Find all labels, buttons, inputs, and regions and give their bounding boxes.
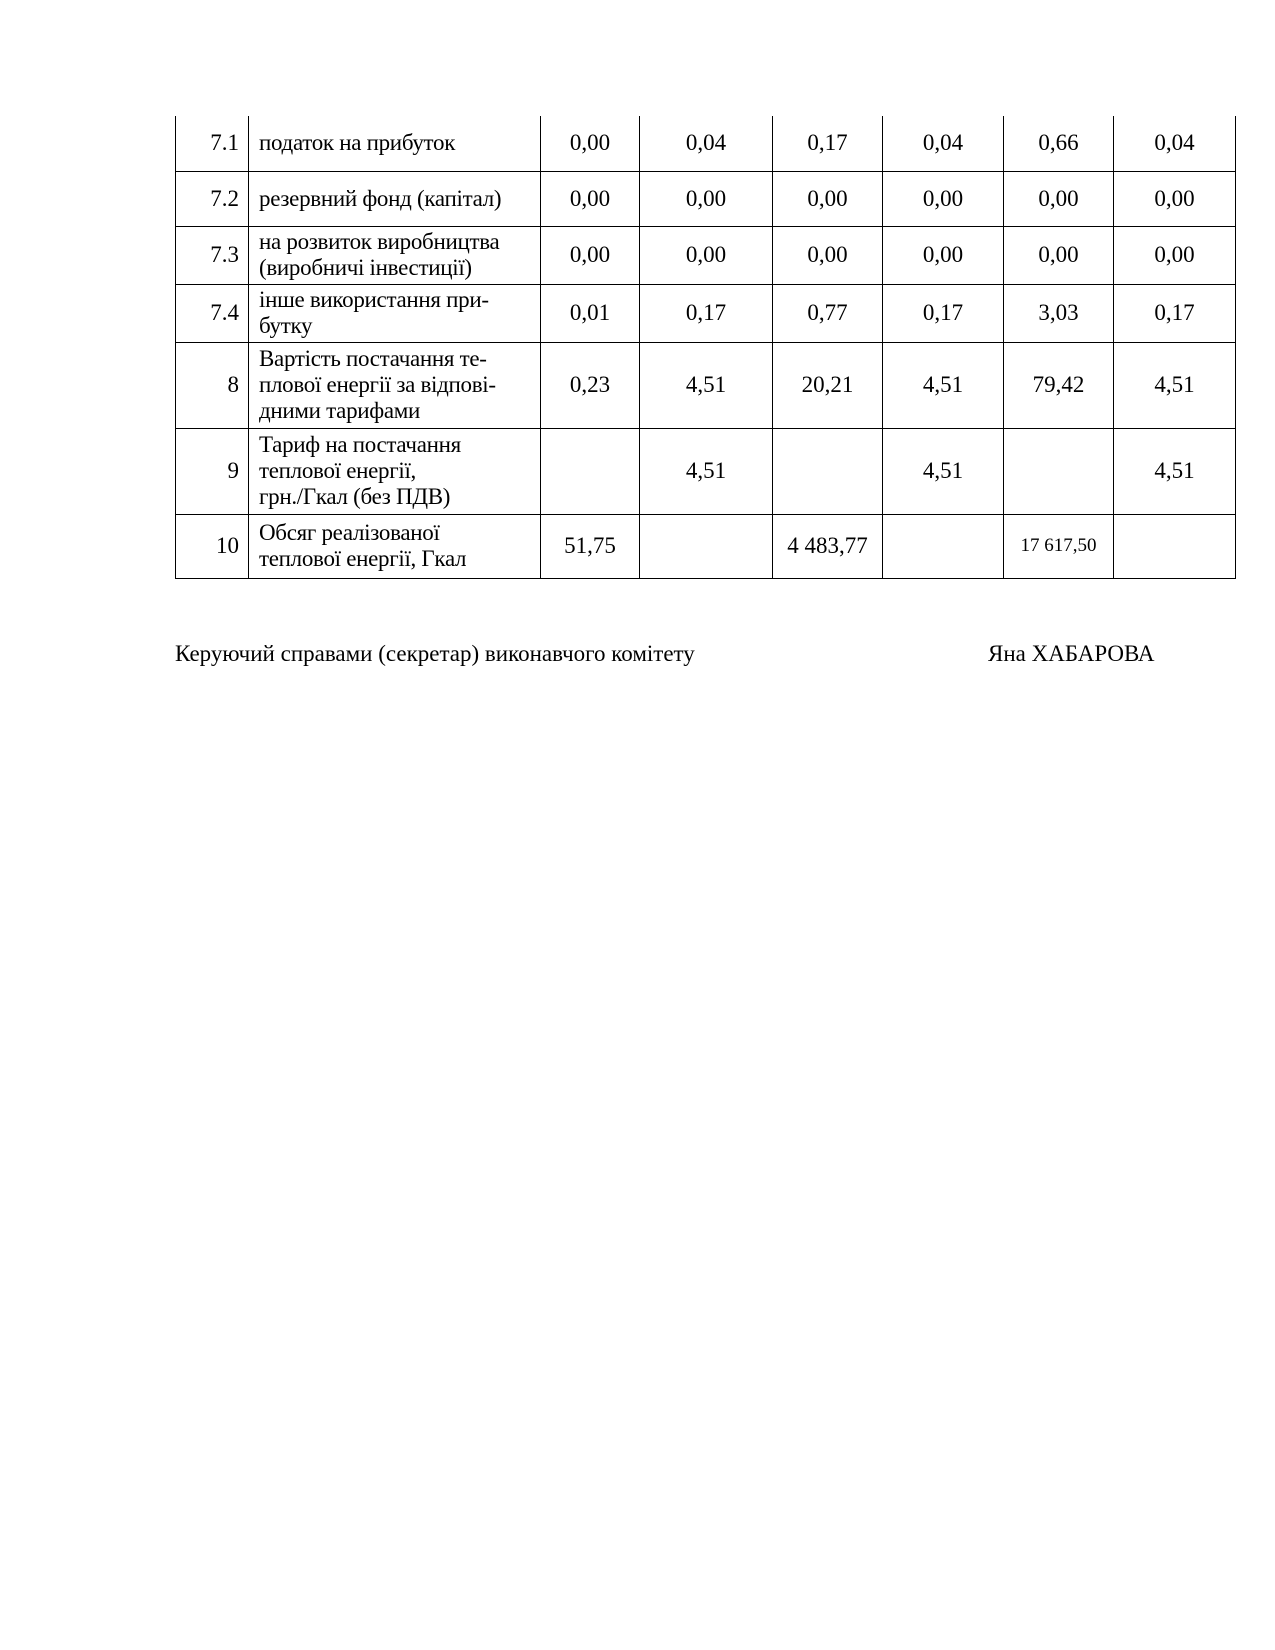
value-cell bbox=[1114, 514, 1236, 578]
value-cell: 0,00 bbox=[541, 171, 640, 226]
table-row bbox=[176, 342, 1236, 428]
value-cell bbox=[773, 428, 883, 514]
row-number: 7.3 bbox=[176, 226, 249, 284]
row-number: 7.1 bbox=[176, 116, 249, 171]
value-cell bbox=[640, 514, 773, 578]
row-number: 7.2 bbox=[176, 171, 249, 226]
value-cell: 4,51 bbox=[640, 342, 773, 428]
label-line: грн./Гкал (без ПДВ) bbox=[259, 484, 451, 509]
value-cell: 4,51 bbox=[1114, 428, 1236, 514]
row-number: 9 bbox=[176, 428, 249, 514]
label-line: Обсяг реалізованої bbox=[259, 520, 440, 545]
value-cell: 4 483,77 bbox=[773, 514, 883, 578]
value-cell: 0,17 bbox=[773, 116, 883, 171]
value-cell: 4,51 bbox=[883, 342, 1004, 428]
value-cell: 0,00 bbox=[773, 171, 883, 226]
label-line: теплової енергії, Гкал bbox=[259, 546, 467, 571]
signatory-position: Керуючий справами (секретар) виконавчого комітету bbox=[175, 641, 695, 666]
table-row bbox=[176, 116, 1236, 171]
value-cell: 0,01 bbox=[541, 284, 640, 342]
row-label bbox=[249, 342, 541, 428]
table-row bbox=[176, 226, 1236, 284]
value-cell: 79,42 bbox=[1004, 342, 1114, 428]
row-label: податок на прибуток bbox=[249, 116, 541, 171]
table-row bbox=[176, 284, 1236, 342]
row-label bbox=[249, 226, 541, 284]
value-cell: 0,77 bbox=[773, 284, 883, 342]
label-line: Тариф на постачання bbox=[259, 432, 461, 457]
label-line: Вартість постачання те- bbox=[259, 346, 487, 371]
value-cell bbox=[541, 428, 640, 514]
value-cell: 3,03 bbox=[1004, 284, 1114, 342]
value-cell: 0,17 bbox=[640, 284, 773, 342]
label-line: бутку bbox=[259, 313, 313, 338]
value-cell: 0,23 bbox=[541, 342, 640, 428]
label-line: теплової енергії, bbox=[259, 458, 416, 483]
value-cell: 0,00 bbox=[640, 226, 773, 284]
table-row bbox=[176, 428, 1236, 514]
tariff-table bbox=[175, 116, 1236, 579]
row-number: 10 bbox=[176, 514, 249, 578]
value-cell: 0,04 bbox=[1114, 116, 1236, 171]
value-cell: 0,00 bbox=[883, 171, 1004, 226]
value-cell: 0,00 bbox=[541, 226, 640, 284]
label-line: плової енергії за відпові- bbox=[259, 372, 496, 397]
value-cell: 20,21 bbox=[773, 342, 883, 428]
value-cell: 0,00 bbox=[1114, 226, 1236, 284]
row-label bbox=[249, 284, 541, 342]
value-cell bbox=[1004, 428, 1114, 514]
signatory-name: Яна ХАБАРОВА bbox=[988, 641, 1155, 666]
value-cell: 4,51 bbox=[640, 428, 773, 514]
row-number: 7.4 bbox=[176, 284, 249, 342]
value-cell: 0,04 bbox=[883, 116, 1004, 171]
value-cell: 51,75 bbox=[541, 514, 640, 578]
label-line: на розвиток виробництва bbox=[259, 229, 500, 254]
value-cell: 0,66 bbox=[1004, 116, 1114, 171]
table-row bbox=[176, 514, 1236, 578]
table-row bbox=[176, 171, 1236, 226]
label-line: (виробничі інвестиції) bbox=[259, 255, 472, 280]
label-line: інше використання при- bbox=[259, 287, 489, 312]
value-cell bbox=[883, 514, 1004, 578]
value-cell: 4,51 bbox=[883, 428, 1004, 514]
value-cell: 0,17 bbox=[883, 284, 1004, 342]
value-cell: 0,00 bbox=[1114, 171, 1236, 226]
value-cell: 0,00 bbox=[640, 171, 773, 226]
value-cell: 0,00 bbox=[541, 116, 640, 171]
value-cell: 0,00 bbox=[773, 226, 883, 284]
row-number: 8 bbox=[176, 342, 249, 428]
value-cell: 0,17 bbox=[1114, 284, 1236, 342]
row-label: резервний фонд (капітал) bbox=[249, 171, 541, 226]
row-label bbox=[249, 514, 541, 578]
label-line: дними тарифами bbox=[259, 398, 421, 423]
row-label bbox=[249, 428, 541, 514]
value-cell: 4,51 bbox=[1114, 342, 1236, 428]
value-cell: 0,00 bbox=[883, 226, 1004, 284]
value-cell: 0,00 bbox=[1004, 171, 1114, 226]
value-cell: 17 617,50 bbox=[1004, 514, 1114, 578]
value-cell: 0,04 bbox=[640, 116, 773, 171]
value-cell: 0,00 bbox=[1004, 226, 1114, 284]
